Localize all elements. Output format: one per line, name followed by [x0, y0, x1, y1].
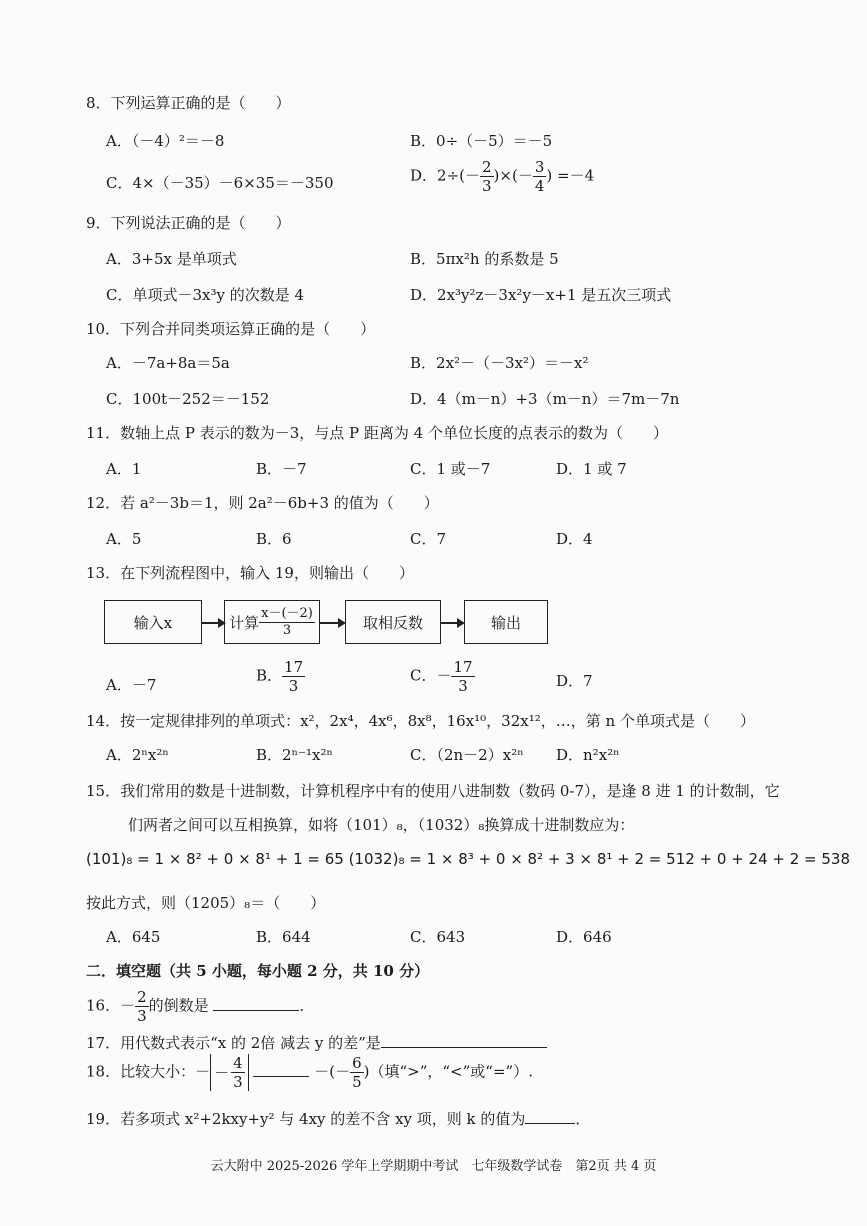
q11-option-c: C．1 或－7: [410, 460, 491, 478]
q14-option-b: B．2ⁿ⁻¹x²ⁿ: [256, 746, 333, 764]
flow-box-compute: [224, 600, 320, 644]
q17: 17．用代数式表示“x 的 2倍 减去 y 的差”是: [86, 1032, 547, 1053]
q15-option-d: D．646: [556, 928, 612, 946]
q13-option-b: B． $\frac{17}{3}$: [256, 658, 304, 695]
q8-d-suffix: ) =－4: [546, 166, 595, 185]
q8-d-fraction-2: $\frac{3}{4}$: [534, 158, 545, 195]
q8-option-b: B．0÷（－5）＝－5: [410, 132, 553, 150]
q9-option-d: D．2x³y²z－3x²y－x+1 是五次三项式: [410, 286, 672, 304]
flow-arrow-2: [320, 622, 344, 624]
q12-option-d: D．4: [556, 530, 593, 548]
q11-option-b: B．－7: [256, 460, 307, 478]
q13-option-d: D．7: [556, 672, 593, 690]
q9-stem: 9．下列说法正确的是（ ）: [86, 214, 291, 232]
flow-arrow-1: [202, 622, 224, 624]
q11-stem: 11．数轴上点 P 表示的数为－3，与点 P 距离为 4 个单位长度的点表示的数为（ ）: [86, 424, 668, 442]
q13-stem: 13．在下列流程图中，输入 19，则输出（ ）: [86, 564, 414, 582]
q15-option-b: B．644: [256, 928, 311, 946]
q14-option-c: C．（2n－2）x²ⁿ: [410, 746, 524, 764]
q8-d-middle: )×(－: [493, 166, 533, 185]
q8-d-prefix: D．2÷(－: [410, 166, 480, 185]
q12-option-c: C．7: [410, 530, 447, 548]
section-2-heading: 二．填空题（共 5 小题，每小题 2 分，共 10 分）: [86, 962, 430, 980]
q10-option-a: A．－7a+8a＝5a: [106, 354, 230, 372]
flow-box-input: 输入x: [104, 600, 202, 644]
q8-d-fraction-1: $\frac{2}{3}$: [482, 158, 492, 195]
q8-option-d: [410, 158, 594, 195]
q13-option-c: C．－ $\frac{17}{3}$: [410, 658, 473, 695]
q17-answer-blank[interactable]: [381, 1047, 547, 1048]
q16-answer-blank[interactable]: [213, 1010, 299, 1011]
q15-option-a: A．645: [106, 928, 161, 946]
q16: 16．－ $\frac{2}{3}$ 的倒数是 ．: [86, 988, 315, 1025]
q9-option-b: B．5πx²h 的系数是 5: [410, 250, 559, 268]
q15-stem-line3: 按此方式，则（1205）₈＝（ ）: [86, 894, 326, 912]
q10-option-d: D．4（m－n）+3（m－n）＝7m－7n: [410, 390, 680, 408]
q19-answer-blank[interactable]: [525, 1123, 575, 1124]
q12-option-b: B．6: [256, 530, 292, 548]
q10-stem: 10．下列合并同类项运算正确的是（ ）: [86, 320, 376, 338]
q12-option-a: A．5: [106, 530, 142, 548]
q18-answer-blank[interactable]: [253, 1076, 309, 1077]
q15-option-c: C．643: [410, 928, 466, 946]
q14-option-a: A．2ⁿx²ⁿ: [106, 746, 169, 764]
q15-formula: (101)₈ = 1 × 8² + 0 × 8¹ + 1 = 65 (1032)₈ = 1 × 8³ + 0 × 8² + 3 × 8¹ + 2 = 512 + 0 + 24 + 2 = 538: [86, 850, 850, 868]
q18: 18．比较大小：－ － $\frac{4}{3}$ －(－ $\frac{6}{5}$ )（填“>”，“<”或“=”）.: [86, 1054, 533, 1091]
q14-stem: 14．按一定规律排列的单项式：x²，2x⁴，4x⁶，8x⁸，16x¹⁰，32x¹²，…，第 n 个单项式是（ ）: [86, 712, 755, 730]
flow-compute-label: 计算: [229, 613, 260, 632]
q14-option-d: D．n²x²ⁿ: [556, 746, 620, 764]
q10-option-c: C．100t－252＝－152: [106, 390, 270, 408]
flow-compute-fraction: $\frac{x-(-2)}{3}$: [261, 605, 313, 638]
q15-stem-line1: 15．我们常用的数是十进制数，计算机程序中有的使用八进制数（数码 0-7），是逢 8 进 1 的计数制，它: [86, 782, 780, 800]
q9-option-c: C．单项式－3x³y 的次数是 4: [106, 286, 305, 304]
q8-option-a: A．（－4）²＝－8: [106, 132, 225, 150]
q10-option-b: B．2x²－（－3x²）＝－x²: [410, 354, 589, 372]
q11-option-d: D．1 或 7: [556, 460, 627, 478]
q9-option-a: A．3+5x 是单项式: [106, 250, 237, 268]
flow-box-negate: 取相反数: [345, 600, 441, 644]
flow-box-output: 输出: [464, 600, 548, 644]
q15-stem-line2: 们两者之间可以互相换算，如将（101）₈，（1032）₈换算成十进制数应为：: [128, 816, 635, 834]
q13-option-a: A．－7: [106, 676, 157, 694]
flow-arrow-3: [441, 622, 463, 624]
q8-stem: 8．下列运算正确的是（ ）: [86, 94, 291, 112]
q8-option-c: C．4×（－35）－6×35＝－350: [106, 174, 334, 192]
q11-option-a: A．1: [106, 460, 142, 478]
q12-stem: 12．若 a²－3b＝1，则 2a²－6b+3 的值为（ ）: [86, 494, 439, 512]
q19: 19．若多项式 x²+2kxy+y² 与 4xy 的差不含 xy 项，则 k 的值为 ．: [86, 1110, 591, 1128]
page-footer: 云大附中 2025-2026 学年上学期期中考试 七年级数学试卷 第2页 共 4 页: [210, 1159, 657, 1174]
